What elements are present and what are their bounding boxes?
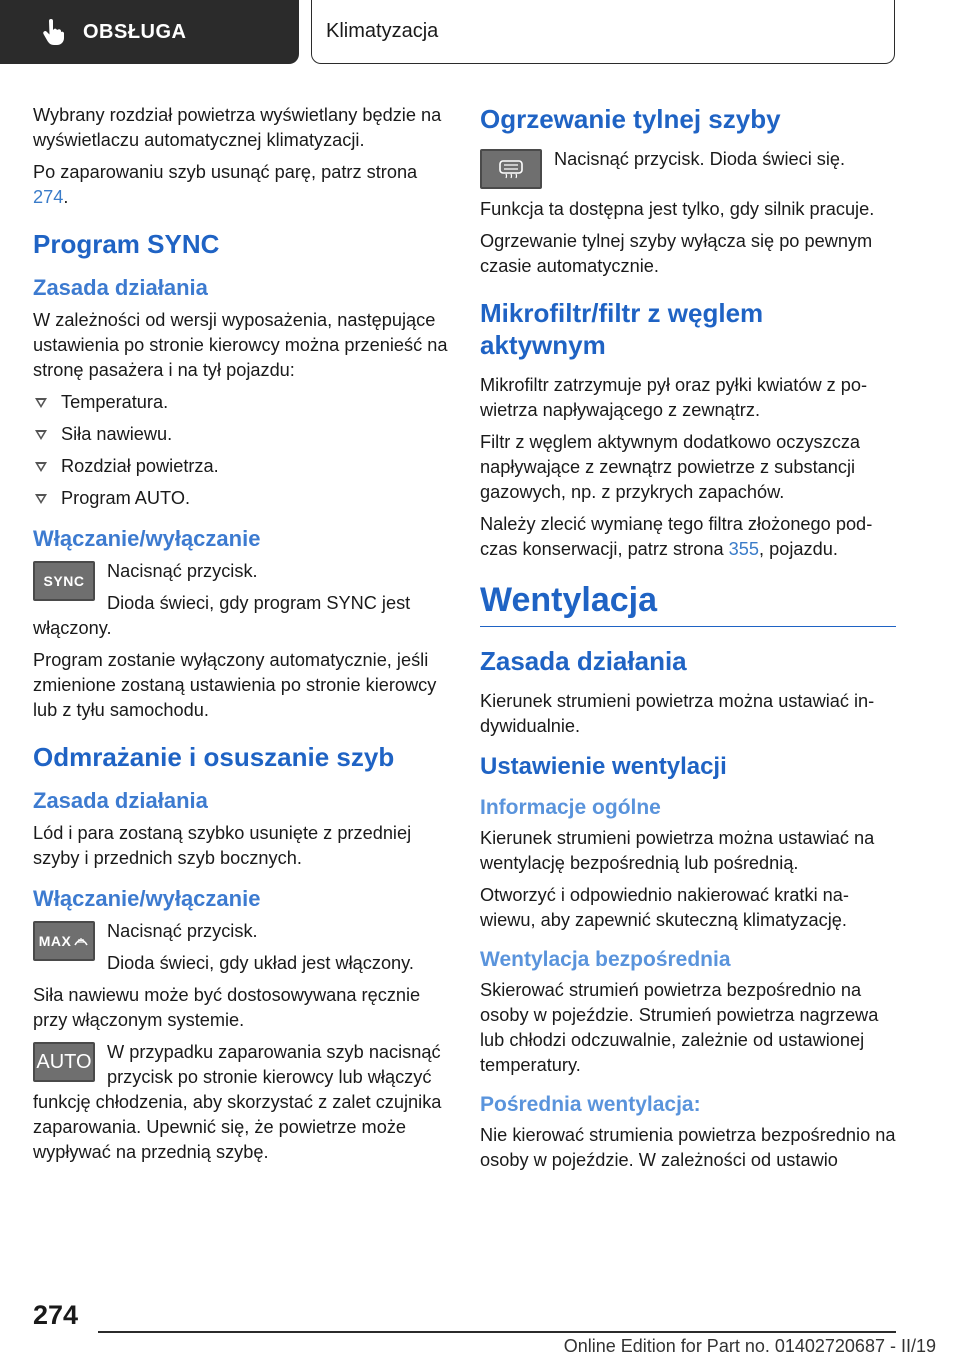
footer-edition: Online Edition for Part no. 01402720687 - II/19 — [563, 1336, 936, 1356]
paragraph: Mikrofiltr zatrzymuje pył oraz pyłki kwiatów z powietrza napływającego z zewnątrz. — [480, 375, 868, 420]
paragraph: Skierować strumień powietrza bezpośrednio na osoby w pojeździe. Strumień powietrza nagrzewa lub chłodzi odczuwalnie, zależnie od ustawionej temperatury. — [480, 980, 879, 1075]
rear-defrost-button-row — [480, 147, 896, 193]
page-link-274[interactable]: 274 — [33, 187, 64, 207]
rear-defrost-icon — [497, 159, 525, 179]
paragraph: Wybrany rozdział powietrza wyświetlany będzie na wyświetlaczu automatycznej klimatyzacji. — [33, 105, 442, 150]
sync-button-icon: SYNC — [33, 561, 95, 601]
settings-list — [33, 390, 453, 511]
paragraph: Filtr z węglem aktywnym dodatkowo oczyszcza napływające z zewnątrz powietrze z substancji gazowych, np. z przykrych zapachów. — [480, 432, 861, 502]
auto-button-icon: AUTO — [33, 1042, 95, 1082]
paragraph: Nacisnąć przycisk. — [107, 921, 258, 941]
triangle-bullet-icon — [35, 462, 47, 472]
footer-divider — [98, 1331, 896, 1333]
subheading-vent-setting: Ustawienie wentylacji — [480, 753, 727, 780]
auto-button-row — [33, 1040, 453, 1165]
section-tab-label: OBSŁUGA — [83, 20, 187, 43]
chapter-heading-ventilation: Wentylacja — [480, 578, 896, 627]
subheading-direct: Wentylacja bezpośrednia — [480, 948, 731, 971]
paragraph: Otworzyć i odpowiednio nakierować kratki nawiewu, aby zapewnić skuteczną klimatyzację. — [480, 885, 849, 930]
subheading-onoff: Włączanie/wyłączanie — [33, 886, 261, 911]
paragraph: W przypadku zaparowania szyb nacisnąć przycisk po stronie kierowcy lub włączyć funkcję chłodzenia, aby skorzystać z zalet czujnika zaparowania. Upewnić się, że powietrze może wypływać na przednią szybę. — [33, 1042, 442, 1162]
list-item: Rozdział powietrza. — [33, 454, 453, 479]
rear-window-heating-icon — [480, 149, 542, 189]
list-item: Program AUTO. — [33, 486, 453, 511]
section-heading-defrost: Odmrażanie i osuszanie szyb — [33, 742, 395, 772]
left-column — [33, 103, 453, 1172]
breadcrumb — [311, 0, 895, 64]
section-heading-rear-window: Ogrzewanie tylnej szyby — [480, 104, 781, 134]
triangle-bullet-icon — [35, 398, 47, 408]
paragraph: W zależności od wersji wyposażenia, następujące ustawienia po stronie kierowcy można przenieść na stronę pasażera i na tył pojazdu: — [33, 310, 448, 380]
paragraph: Lód i para zostaną szybko usunięte z przedniej szyby i przednich szyb bocznych. — [33, 823, 412, 868]
subheading-general: Informacje ogólne — [480, 796, 661, 819]
list-item: Temperatura. — [33, 390, 453, 415]
hand-pointer-icon — [40, 17, 66, 47]
paragraph: Kierunek strumieni powietrza można ustawiać indywidualnie. — [480, 691, 875, 736]
section-heading-vent-principle: Zasada działania — [480, 646, 687, 676]
page-link-355[interactable]: 355 — [728, 539, 760, 559]
paragraph: Funkcja ta dostępna jest tylko, gdy silnik pracuje. — [480, 199, 875, 219]
windshield-fan-icon — [73, 933, 89, 949]
sync-button-row — [33, 559, 453, 641]
subheading-principle: Zasada działania — [33, 788, 208, 813]
paragraph: Należy zlecić wymianę tego filtra złożonego podczas konserwacji, patrz strona 355, pojazdu. — [480, 514, 873, 559]
paragraph: Nie kierować strumienia powietrza bezpośrednio na osoby w pojeździe. W zależności od ustawio — [480, 1125, 896, 1170]
paragraph: Po zaparowaniu szyb usunąć parę, patrz strona 274. — [33, 162, 418, 207]
section-tab[interactable] — [0, 0, 299, 64]
section-heading-filter: Mikrofiltr/filtr z węglem aktywnym — [480, 298, 764, 360]
subheading-principle: Zasada działania — [33, 275, 208, 300]
paragraph: Kierunek strumieni powietrza można ustawiać na wentylację bezpośrednią lub pośrednią. — [480, 828, 875, 873]
breadcrumb-chapter: Klimatyzacja — [326, 20, 439, 42]
max-button-row — [33, 919, 453, 976]
paragraph: Nacisnąć przycisk. Dioda świeci się. — [554, 149, 846, 169]
paragraph: Dioda świeci, gdy program SYNC jest włączony. — [33, 593, 411, 638]
subheading-onoff: Włączanie/wyłączanie — [33, 526, 261, 551]
paragraph: Ogrzewanie tylnej szyby wyłącza się po pewnym czasie automatycznie. — [480, 231, 873, 276]
right-column — [480, 103, 896, 1180]
triangle-bullet-icon — [35, 430, 47, 440]
triangle-bullet-icon — [35, 494, 47, 504]
subheading-indirect: Pośrednia wentylacja: — [480, 1093, 701, 1116]
list-item: Siła nawiewu. — [33, 422, 453, 447]
max-defrost-button-icon: MAX — [33, 921, 95, 961]
paragraph: Program zostanie wyłączony automatycznie, jeśli zmienione zostaną ustawienia po stronie kierowcy lub z tyłu samochodu. — [33, 650, 437, 720]
page-number: 274 — [33, 1300, 79, 1330]
paragraph: Siła nawiewu może być dostosowywana ręcznie przy włączonym systemie. — [33, 985, 421, 1030]
paragraph: Nacisnąć przycisk. — [107, 561, 258, 581]
paragraph: Dioda świeci, gdy układ jest włączony. — [107, 953, 414, 973]
section-heading-sync: Program SYNC — [33, 229, 220, 259]
